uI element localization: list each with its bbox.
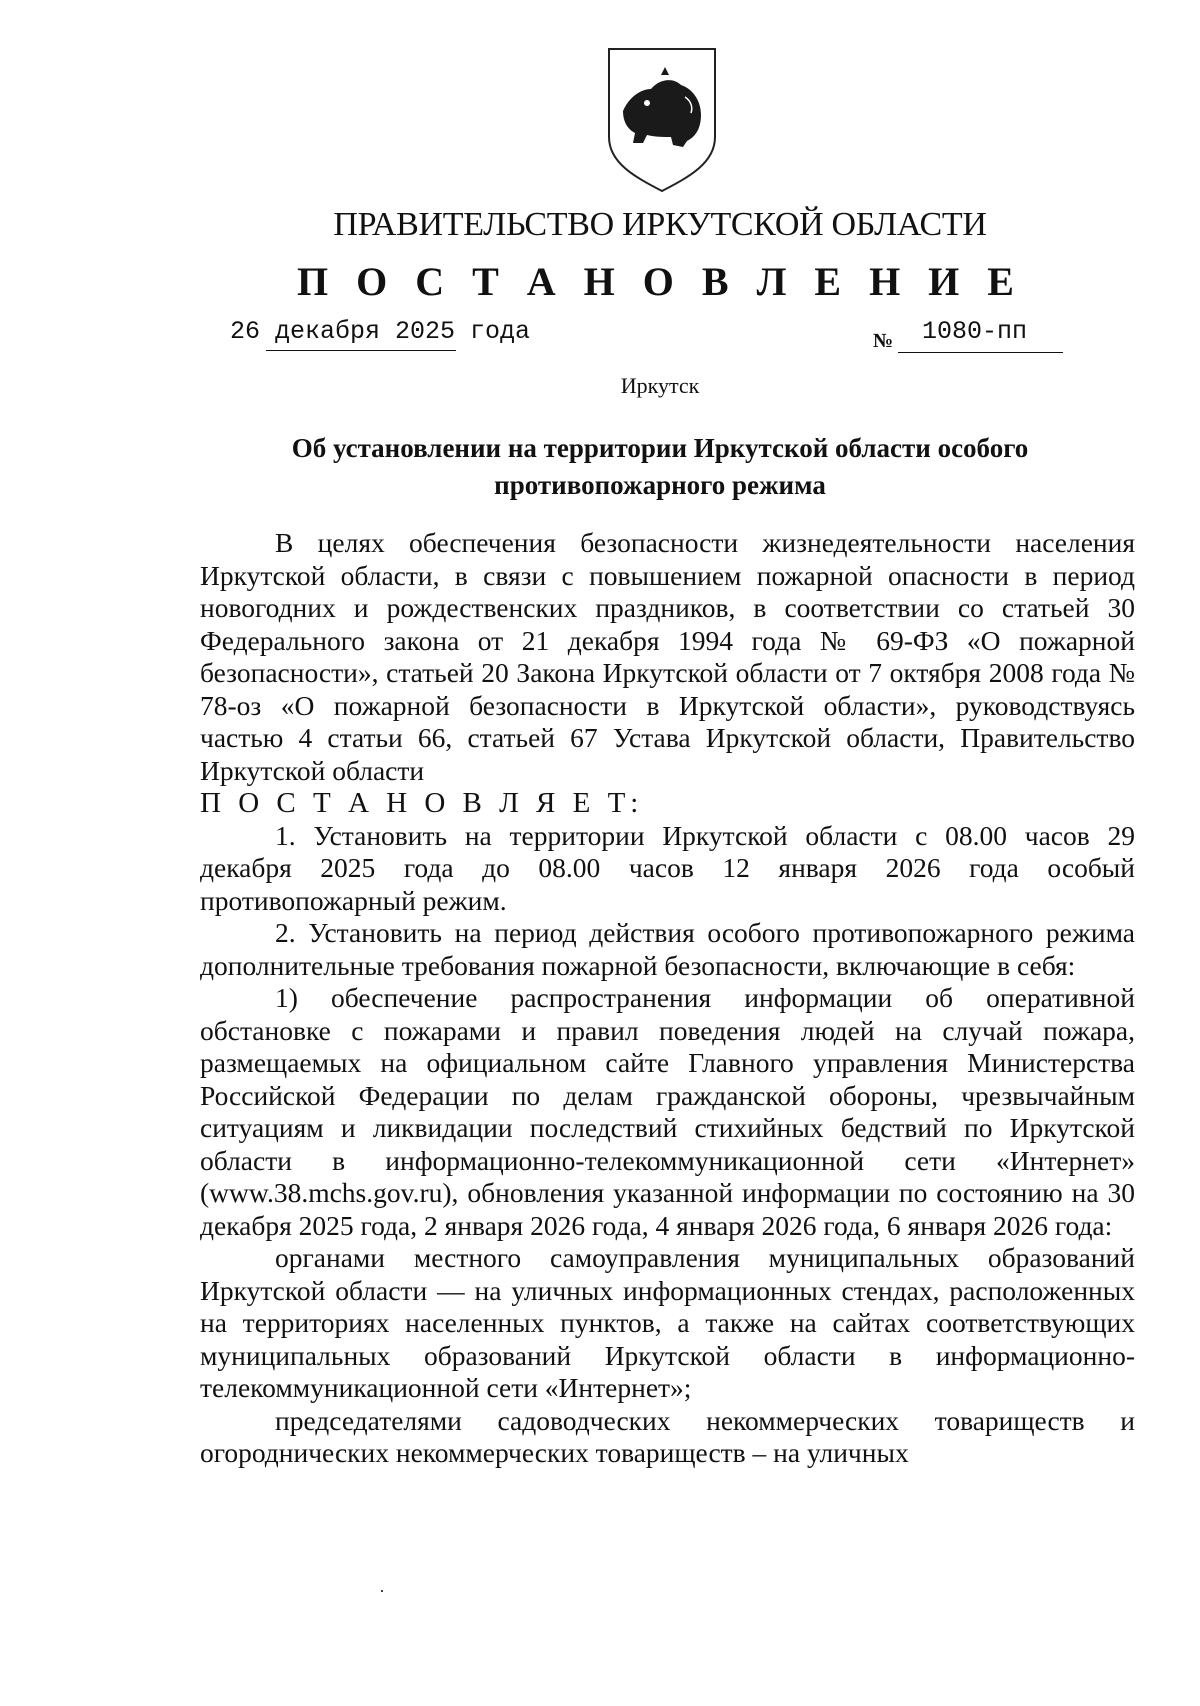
document-title: Об установлении на территории Иркутской области особого противопожарного режима: [291, 433, 1029, 500]
document-type: П О С Т А Н О В Л Е Н И Е: [297, 259, 1023, 304]
subitem-1-paragraph: 1) обеспечение распространения информации об оперативной обстановке с пожарами и правил поведения людей на случай пожара, размещаемых на официальном сайте Главного управления Министерства Российской Федерации по делам гражданской обороны, чрезвычайным ситуациям и ликвидации последствий стихийных бедствий по Иркутской области в информационно-телекоммуникационной сети «Интернет» (www.38.mchs.gov.ru), обновления указанной информации по состоянию на 30 декабря 2025 года, 2 января 2026 года, 4 января 2026 года, 6 января 2026 года:: [200, 982, 1135, 1241]
preamble-paragraph: В целях обеспечения безопасности жизнедеятельности населения Иркутской области, в связи с повышением пожарной опасности в период новогодних и рождественских праздников, в соответствии со статьей 30 Федерального закона от 21 декабря 1994 года № 69-ФЗ «О пожарной безопасности», статьей 20 Закона Иркутской области от 7 октября 2008 года № 78-оз «О пожарной безопасности в Иркутской области», руководствуясь частью 4 статьи 66, статьей 67 Устава Иркутской области, Правительство Иркутской области: [200, 527, 1135, 786]
item-1-paragraph: 1. Установить на территории Иркутской области с 08.00 часов 29 декабря 2025 года до 08.00 часов 12 января 2026 года особый противопожарный режим.: [200, 819, 1135, 916]
scan-speck: [381, 1590, 383, 1592]
number-underline: [898, 352, 1063, 353]
document-city: Иркутск: [620, 373, 700, 398]
organization-name: ПРАВИТЕЛЬСТВО ИРКУТСКОЙ ОБЛАСТИ: [333, 206, 987, 243]
date-underline: [266, 350, 456, 351]
resolves-heading: П О С Т А Н О В Л Я Е Т:: [200, 787, 644, 819]
local-government-paragraph: органами местного самоуправления муниципальных образований Иркутской области — на уличных информационных стендах, расположенных на территориях населенных пунктов, а также на сайтах соответствующих муниципальных образований Иркутской области в информационно-телекоммуникационной сети «Интернет»;: [200, 1242, 1135, 1403]
number-sign: №: [873, 330, 894, 352]
document-date: 26 декабря 2025 года: [230, 317, 531, 346]
coat-of-arms-icon: [603, 45, 721, 195]
document-body: [200, 527, 1135, 1470]
item-2-paragraph: 2. Установить на период действия особого противопожарного режима дополнительные требования пожарной безопасности, включающие в себя:: [200, 917, 1135, 981]
chairmen-paragraph: председателями садоводческих некоммерческих товариществ и огороднических некоммерческих товариществ – на уличных: [200, 1404, 1135, 1468]
document-number: 1080-пп: [922, 317, 1028, 346]
